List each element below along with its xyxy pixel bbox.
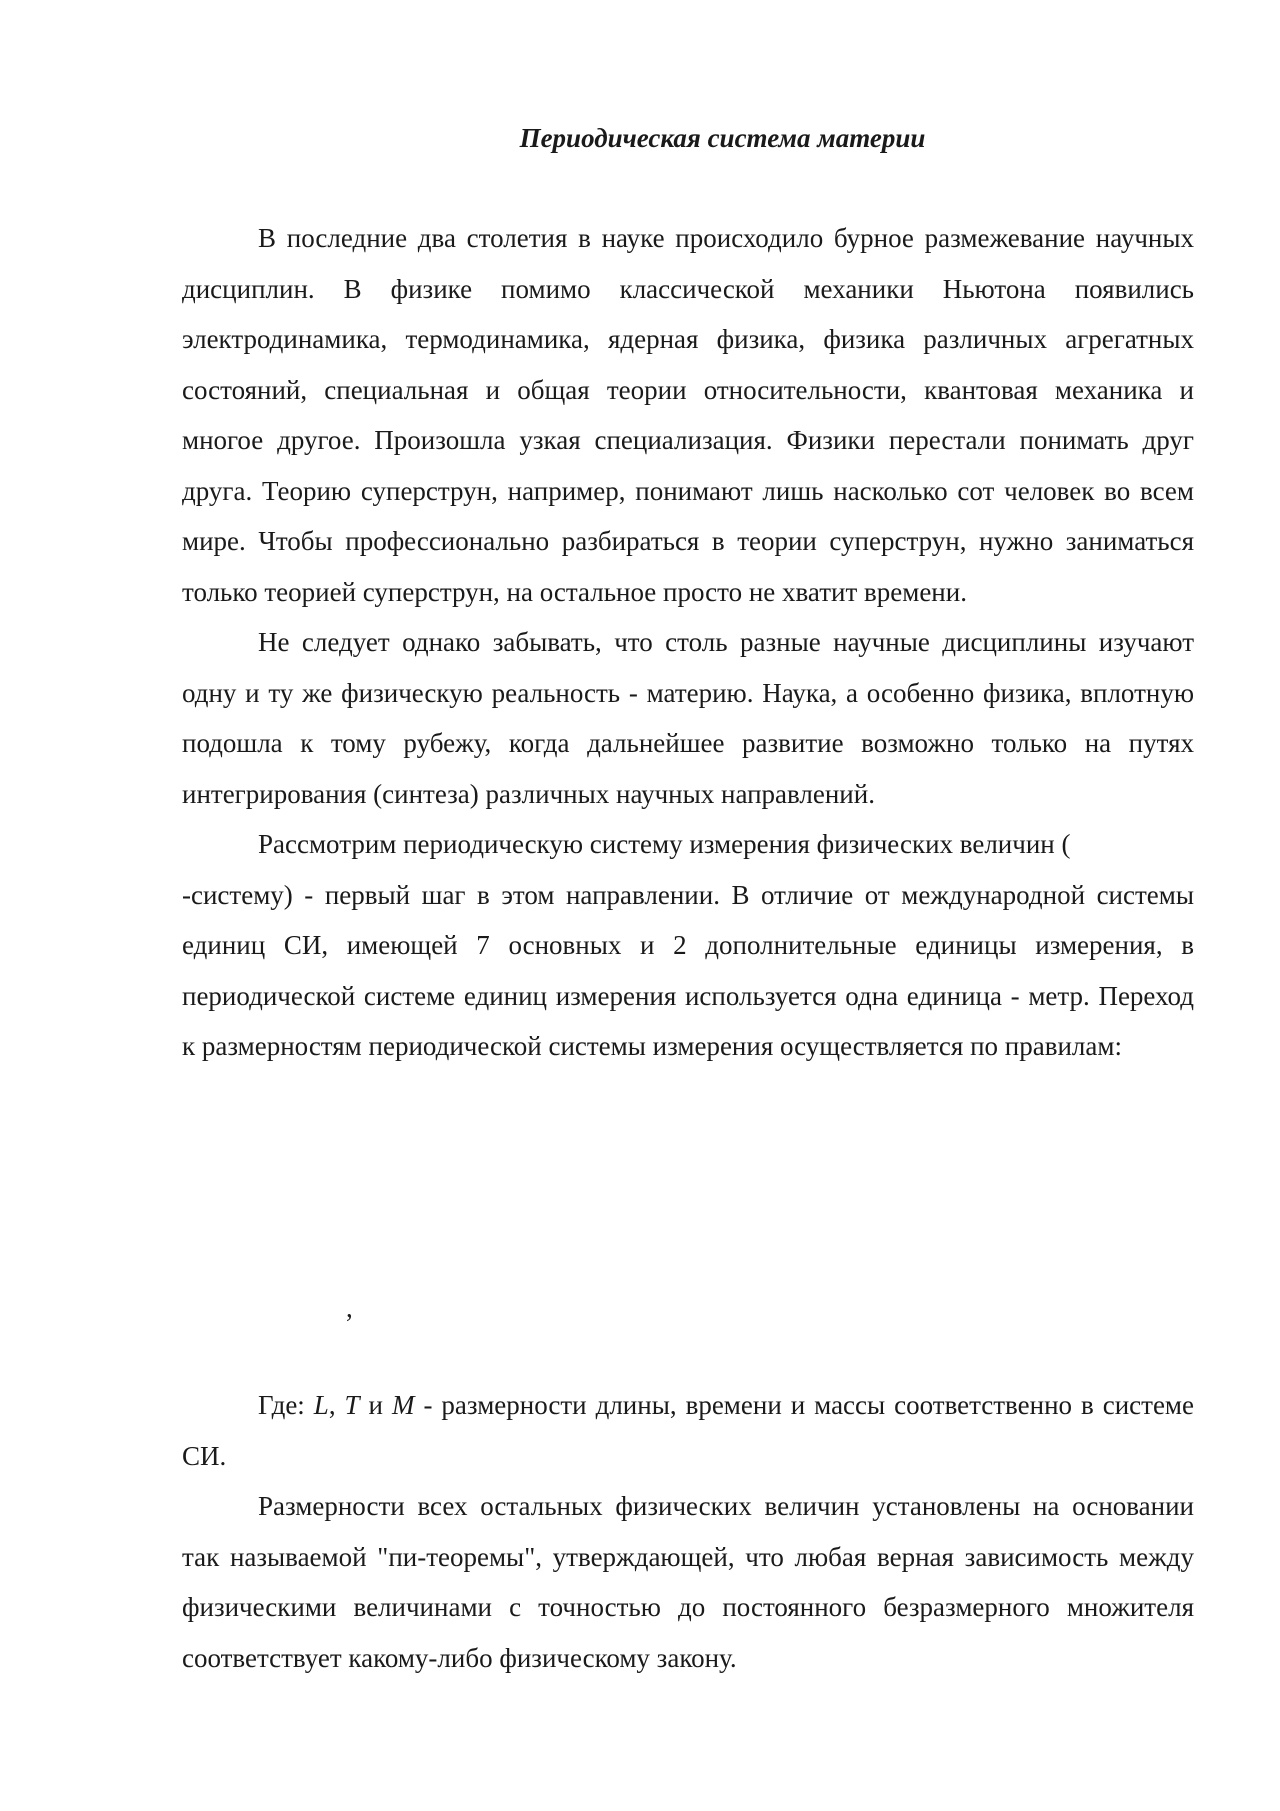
document-title: Периодическая система материи [519, 123, 926, 153]
body-block-2 [182, 1380, 1194, 1683]
body-block-1 [182, 213, 1194, 1072]
symbol-T: T [344, 1390, 360, 1420]
where-suffix: - размерности длины, времени и массы соответственно в системе СИ. [182, 1390, 1194, 1471]
paragraph-3-first-line: Рассмотрим периодическую систему измерения физических величин ( [258, 829, 1071, 859]
paragraph-2: Не следует однако забывать, что столь разные научные дисциплины изучают одну и ту же физическую реальность - материю. Наука, а особенно физика, вплотную подошла к тому рубежу, когда дальнейшее развитие возможно только на путях интегрирования (синтеза) различных научных направлений. [182, 627, 1194, 809]
paragraph-3-rest: -систему) - первый шаг в этом направлении. В отличие от международной системы единиц СИ, имеющей 7 основных и 2 дополнительные единицы измерения, в периодической системе единиц измерения используется одна единица - метр. Переход к размерностям периодической системы измерения осуществляется по правилам: [182, 879, 1194, 1061]
separator-1: , [328, 1390, 345, 1420]
paragraph-4 [182, 1380, 1194, 1481]
formula-comma: , [346, 1293, 353, 1323]
paragraph-5: Размерности всех остальных физических величин установлены на основании так называемой "пи-теоремы", утверждающей, что любая верная зависимость между физическими величинами с точностью до постоянного безразмерного множителя соответствует какому-либо физическому закону. [182, 1491, 1194, 1673]
separator-2: и [359, 1390, 392, 1420]
where-prefix: Где: [258, 1390, 314, 1420]
symbol-L: L [313, 1390, 329, 1420]
symbol-M: M [391, 1390, 415, 1420]
paragraph-1: В последние два столетия в науке происходило бурное размежевание научных дисциплин. В физике помимо классической механики Ньютона появились электродинамика, термодинамика, ядерная физика, физика различных агрегатных состояний, специальная и общая теории относительности, квантовая механика и многое другое. Произошла узкая специализация. Физики перестали понимать друг друга. Теорию суперструн, например, понимают лишь насколько сот человек во всем мире. Чтобы профессионально разбираться в теории суперструн, нужно заниматься только теорией суперструн, на остальное просто не хватит времени. [182, 223, 1194, 607]
